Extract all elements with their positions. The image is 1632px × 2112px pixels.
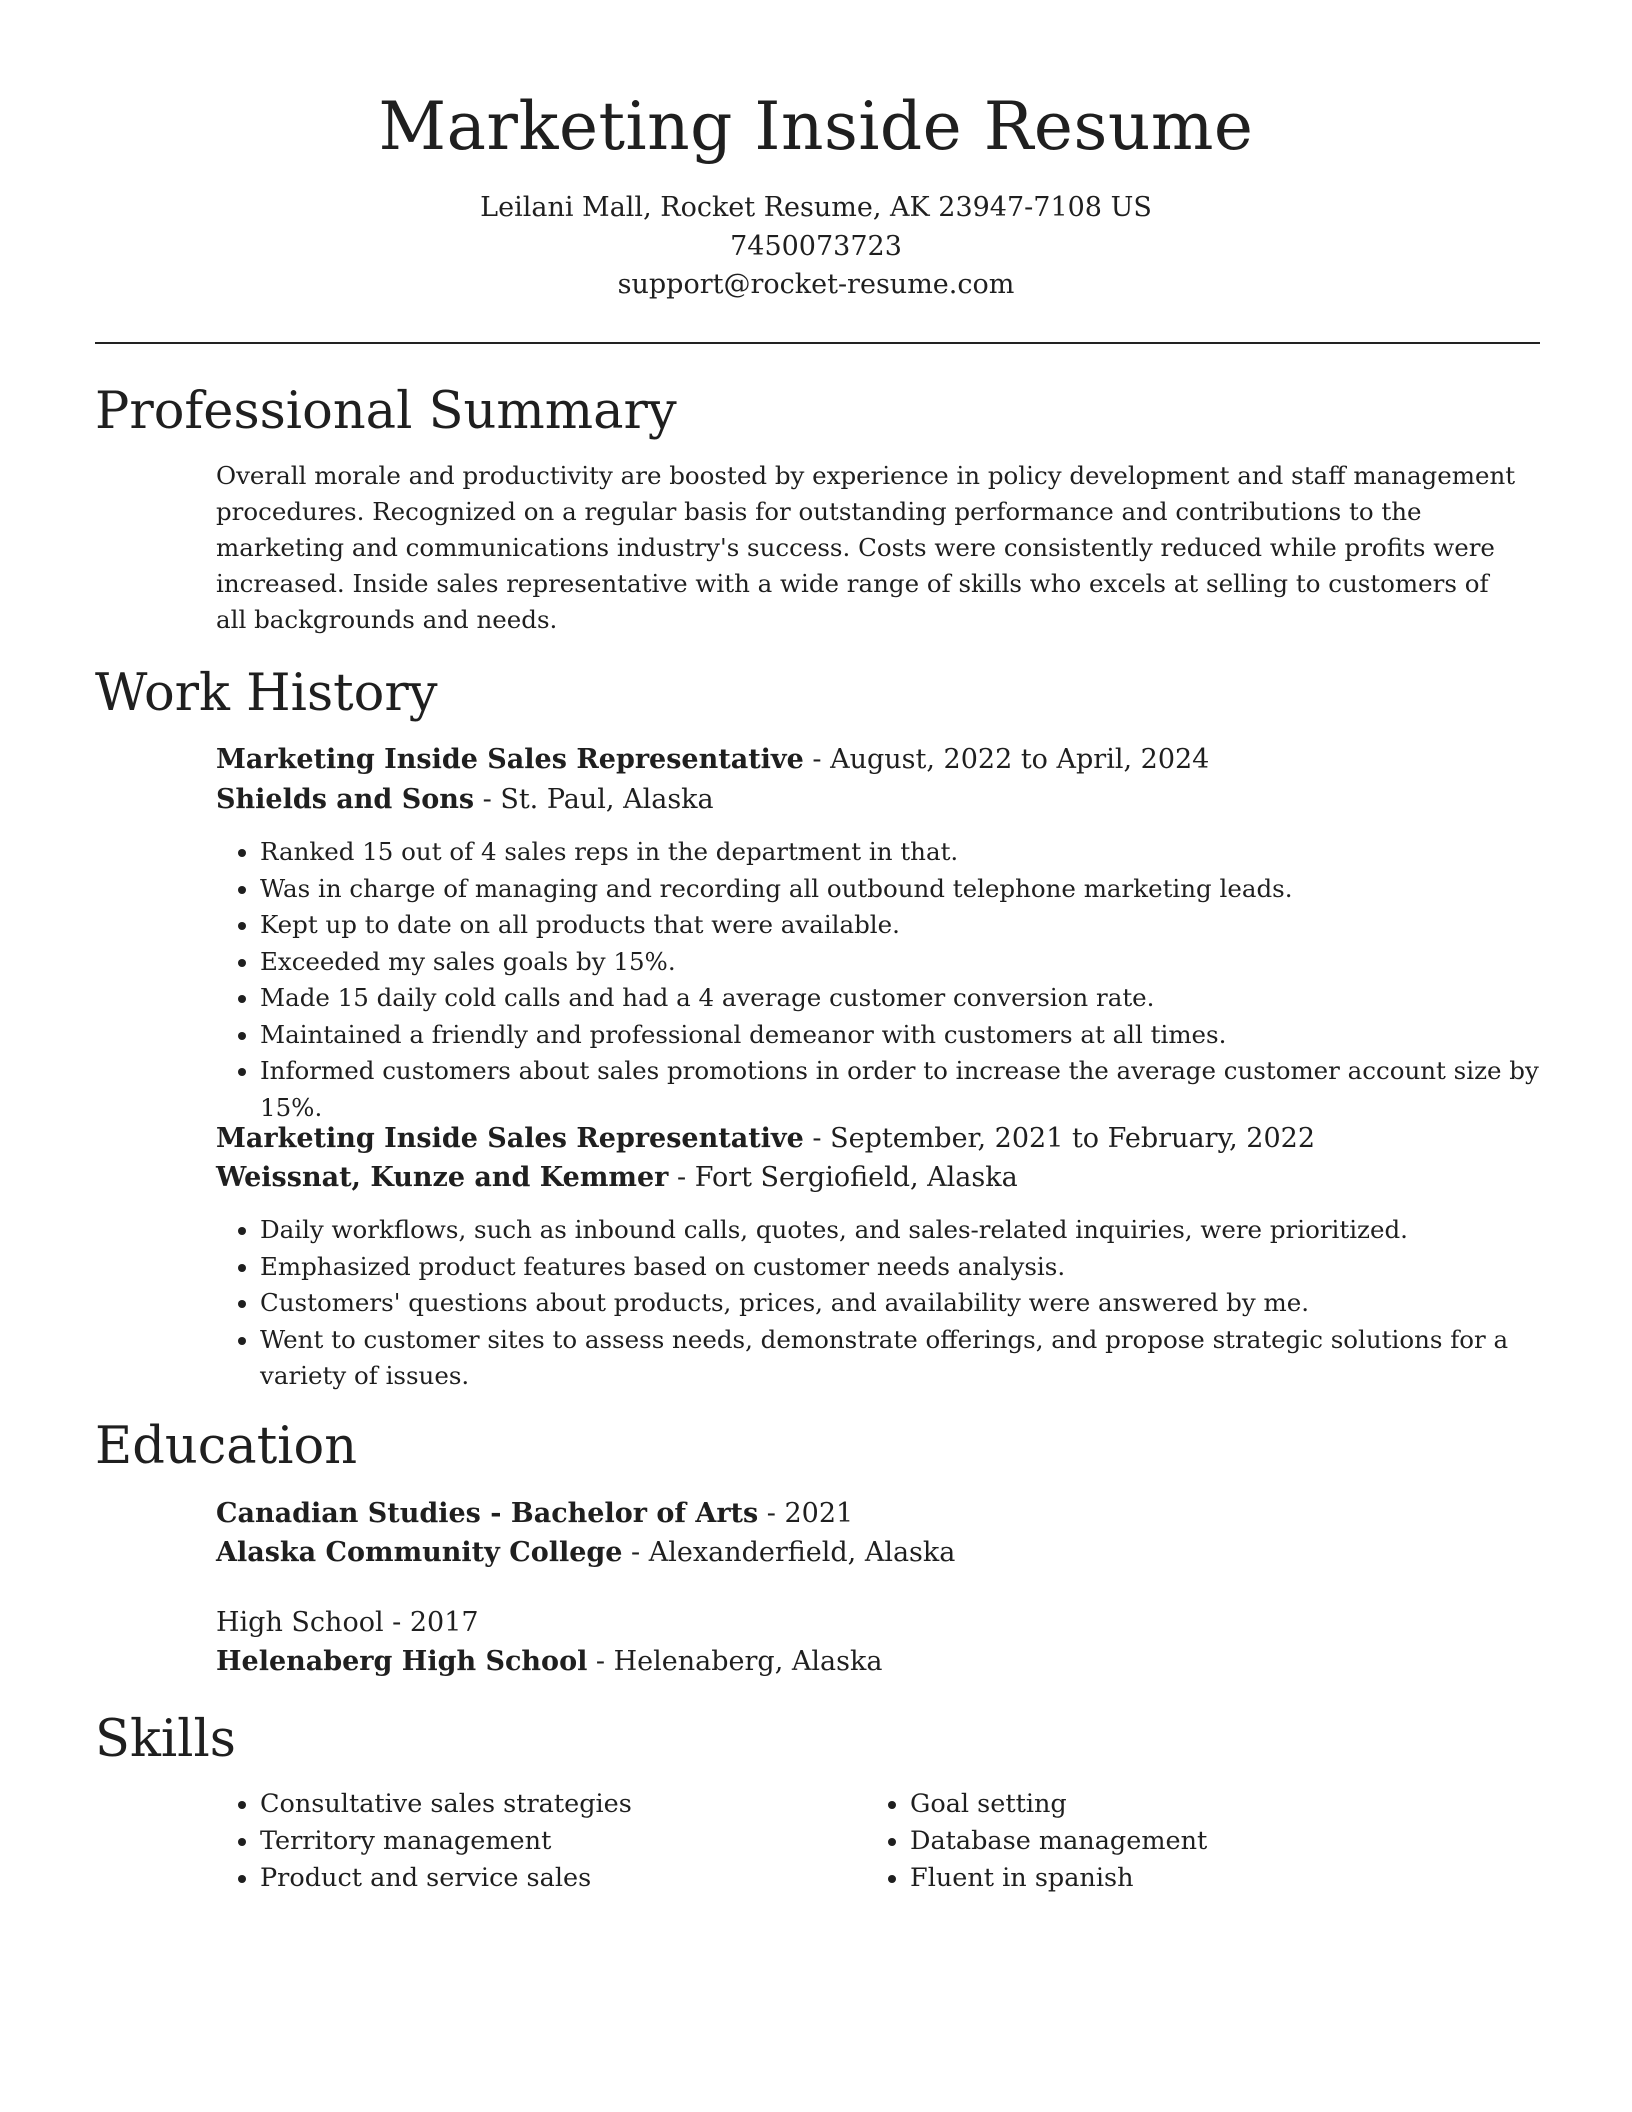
contact-phone: 7450073723	[730, 231, 902, 262]
education-school-line	[216, 1642, 882, 1682]
job-title: Marketing Inside Sales Representative	[216, 1123, 804, 1154]
job-location: - Fort Sergiofield, Alaska	[668, 1162, 1018, 1193]
skill-item: • Territory management	[260, 1823, 860, 1860]
list-item: • Daily workflows, such as inbound calls, quotes, and sales-related inquiries, were prioritized.	[260, 1212, 1590, 1249]
education-degree-line	[216, 1603, 479, 1643]
skill-item: • Fluent in spanish	[910, 1860, 1510, 1897]
list-item: • Emphasized product features based on customer needs analysis.	[260, 1249, 1590, 1286]
job-dates: - September, 2021 to February, 2022	[803, 1123, 1316, 1154]
job-dates: - August, 2022 to April, 2024	[803, 744, 1210, 775]
education-year: - 2017	[383, 1607, 479, 1638]
list-item: • Made 15 daily cold calls and had a 4 average customer conversion rate.	[260, 980, 1590, 1017]
job-company: Shields and Sons	[216, 784, 475, 815]
education-degree: Canadian Studies - Bachelor of Arts	[216, 1498, 759, 1529]
skills-list-right	[866, 1786, 1510, 1897]
education-heading: Education	[95, 1417, 358, 1476]
skill-item: • Goal setting	[910, 1786, 1510, 1823]
list-item: • Was in charge of managing and recording all outbound telephone marketing leads.	[260, 871, 1590, 908]
job-company-line	[216, 1158, 1018, 1198]
job-bullets	[216, 834, 1590, 1126]
list-item: • Went to customer sites to assess needs, demonstrate offerings, and propose strategic solutions for a variety of issues.	[260, 1322, 1590, 1395]
education-school-line	[216, 1533, 955, 1573]
list-item: • Maintained a friendly and professional demeanor with customers at all times.	[260, 1017, 1590, 1054]
list-item: • Customers' questions about products, prices, and availability were answered by me.	[260, 1285, 1590, 1322]
skill-item: • Consultative sales strategies	[260, 1786, 860, 1823]
contact-email: support@rocket-resume.com	[617, 269, 1015, 300]
list-item: • Kept up to date on all products that were available.	[260, 907, 1590, 944]
job-title: Marketing Inside Sales Representative	[216, 744, 804, 775]
list-item: • Informed customers about sales promotions in order to increase the average customer account size by 15%.	[260, 1053, 1590, 1126]
education-degree-line	[216, 1494, 853, 1534]
job-title-line	[216, 1119, 1315, 1159]
education-location: - Helenaberg, Alaska	[587, 1646, 883, 1677]
education-school: Alaska Community College	[216, 1537, 623, 1568]
contact-address: Leilani Mall, Rocket Resume, AK 23947-7108 US	[480, 192, 1152, 223]
list-item: • Ranked 15 out of 4 sales reps in the department in that.	[260, 834, 1590, 871]
education-location: - Alexanderfield, Alaska	[622, 1537, 956, 1568]
job-bullets	[216, 1212, 1590, 1395]
skill-item: • Product and service sales	[260, 1860, 860, 1897]
resume-title: Marketing Inside Resume	[378, 88, 1254, 165]
education-degree: High School	[216, 1607, 384, 1638]
skills-list-left	[216, 1786, 860, 1897]
summary-text: Overall morale and productivity are boosted by experience in policy development and staff management procedures. Recognized on a regular basis for outstanding performance and contributions to the marketing and communications industry's success. Costs were consistently reduced while profits were increased. Inside sales representative with a wide range of skills who excels at selling to customers of all backgrounds and needs.	[216, 461, 1516, 634]
education-year: - 2021	[758, 1498, 854, 1529]
summary-heading: Professional Summary	[95, 382, 677, 441]
list-item: • Exceeded my sales goals by 15%.	[260, 944, 1590, 981]
job-title-line	[216, 740, 1209, 780]
header-divider	[95, 342, 1540, 344]
job-company: Weissnat, Kunze and Kemmer	[216, 1162, 669, 1193]
skills-heading: Skills	[95, 1710, 236, 1769]
education-school: Helenaberg High School	[216, 1646, 588, 1677]
work-history-heading: Work History	[95, 664, 438, 723]
skill-item: • Database management	[910, 1823, 1510, 1860]
job-company-line	[216, 780, 714, 820]
job-location: - St. Paul, Alaska	[474, 784, 714, 815]
